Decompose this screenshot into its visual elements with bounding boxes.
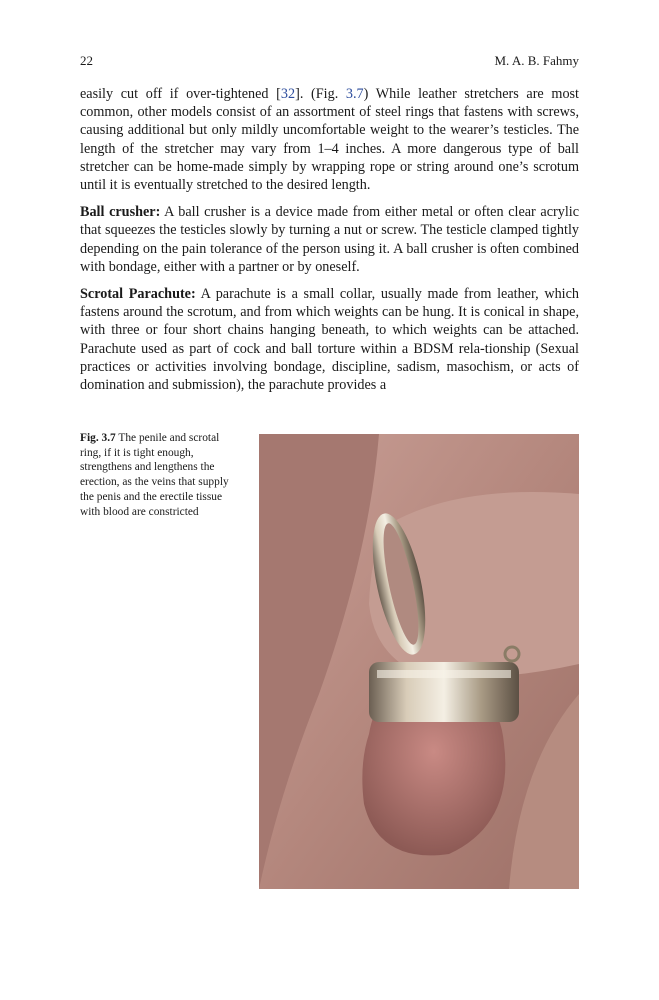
- body-text: [80, 85, 579, 403]
- caption-text: The penile and scrotal ring, if it is tight enough, strengthens and lengthens the erection, as the veins that supply the penis and the erectile tissue with blood are constricted: [80, 432, 229, 518]
- page-number: 22: [80, 53, 93, 68]
- ring-highlight: [377, 670, 511, 678]
- photo-illustration: [259, 434, 579, 889]
- paragraph-ball-crusher: [80, 203, 579, 276]
- text-run: A parachute is a small collar, usually made from leather, which fastens around the scrotum, and from which weights can be hung. It is conical in shape, with three or four short chains hanging beneath, to which weights can be attached. Parachute used as part of cock and ball torture within a BDSM rela-tionship (Sexual practices or activities involving bondage, discipline, sadism, masochism, or acts of domination and submission), the parachute provides a: [80, 286, 579, 394]
- running-header: [80, 53, 579, 69]
- figure-label: Fig. 3.7: [80, 432, 116, 444]
- text-run: A ball crusher is a device made from either metal or often clear acrylic that squeezes the testicles slowly by turning a nut or screw. The testicle clamped tightly depending on the pain tolerance of the person using it. A ball crusher is often combined with bondage, either with a partner or by oneself.: [80, 204, 579, 275]
- paragraph-scrotal-parachute: [80, 285, 579, 394]
- figure-photo: [259, 434, 579, 889]
- figure-caption: [80, 431, 240, 519]
- term-heading: Scrotal Parachute:: [80, 286, 196, 303]
- text-run: ) While leather stretchers are most common, other models consist of an assortment of steel rings that fastens with screws, causing additional but only mildly uncomfortable weight to the wearer’s testicles. The length of the stretcher may vary from 1–4 inches. A more dangerous type of ball stretcher can be home-made simply by wrapping rope or string around one’s scrotum until it is eventually stretched to the desired length.: [80, 86, 579, 194]
- running-author: M. A. B. Fahmy: [494, 53, 579, 68]
- term-heading: Ball crusher:: [80, 204, 161, 221]
- figure-link[interactable]: 3.7: [345, 86, 364, 102]
- paragraph-stretcher: [80, 85, 579, 194]
- text-run: easily cut off if over-tightened [: [80, 86, 281, 102]
- citation-link[interactable]: 32: [280, 86, 296, 102]
- text-run: ]. (Fig.: [295, 86, 346, 102]
